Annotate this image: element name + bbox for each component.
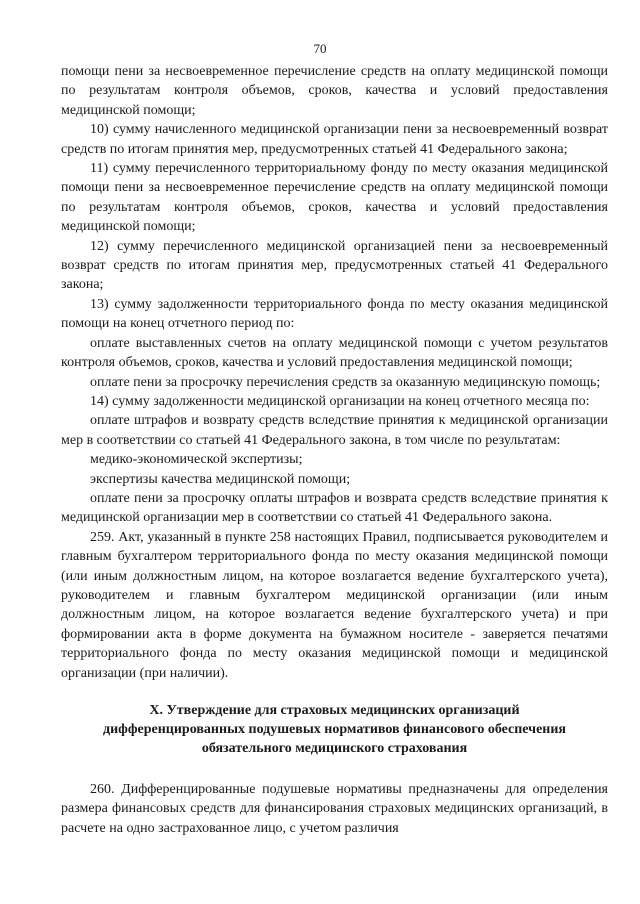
page-number: 70: [313, 41, 327, 56]
section-heading: [61, 701, 608, 758]
paragraph: оплате пени за просрочку оплаты штрафов и возврата средств вследствие принятия к медицинской организации мер в соответствии со статьей 41 Федерального закона.: [61, 490, 608, 526]
document-body: [61, 62, 608, 838]
section-heading-line: обязательного медицинского страхования: [201, 741, 468, 756]
paragraph: помощи пени за несвоевременное перечисление средств на оплату медицинской помощи по результатам контроля объемов, сроков, качества и условий предоставления медицинской помощи;: [61, 64, 608, 118]
paragraph: 259. Акт, указанный в пункте 258 настоящих Правил, подписывается руководителем и главным бухгалтером территориального фонда по месту оказания медицинской помощи (или иным должностным лицом, на которое возлагается ведение бухгалтерского учета), руководителем и главным бухгалтером медицинской организации (или иным должностным лицом, на которое возлагается ведение бухгалтерского учета) и при формировании акта в форме документа на бумажном носителе - заверяется печатями территориального фонда по месту оказания медицинской помощи и медицинской организации (при наличии).: [61, 529, 608, 681]
paragraph: 12) сумму перечисленного медицинской организацией пени за несвоевременный возврат средств по итогам принятия мер, предусмотренных статьей 41 Федерального закона;: [61, 238, 608, 293]
paragraph: экспертизы качества медицинской помощи;: [90, 471, 351, 487]
paragraph: 11) сумму перечисленного территориальному фонду по месту оказания медицинской помощи пени за несвоевременное перечисление средств на оплату медицинской помощи по результатам контроля объемов, сроков, качества и условий предоставления медицинской помощи;: [61, 161, 608, 235]
section-heading-line: X. Утверждение для страховых медицинских организаций: [149, 703, 520, 718]
paragraph: 13) сумму задолженности территориального фонда по месту оказания медицинской помощи на конец отчетного период по:: [61, 296, 608, 332]
paragraph: 10) сумму начисленного медицинской организации пени за несвоевременный возврат средств по итогам принятия мер, предусмотренных статьей 41 Федерального закона;: [61, 122, 608, 157]
paragraph: 14) сумму задолженности медицинской организации на конец отчетного месяца по:: [90, 393, 590, 409]
paragraph: оплате пени за просрочку перечисления средств за оказанную медицинскую помощь;: [90, 374, 601, 390]
paragraph: оплате выставленных счетов на оплату медицинской помощи с учетом результатов контроля объемов, сроков, качества и условий предоставления медицинской помощи;: [61, 335, 608, 371]
paragraph: медико-экономической экспертизы;: [90, 452, 303, 468]
paragraph: оплате штрафов и возврату средств вследствие принятия к медицинской организации мер в соответствии со статьей 41 Федерального закона, в том числе по результатам:: [61, 413, 608, 448]
section-heading-line: дифференцированных подушевых нормативов финансового обеспечения: [103, 722, 566, 737]
paragraph: 260. Дифференцированные подушевые нормативы предназначены для определения размера финансовых средств для финансирования страховых медицинских организаций, в расчете на одно застрахованное лицо, с учетом различия: [61, 782, 608, 836]
